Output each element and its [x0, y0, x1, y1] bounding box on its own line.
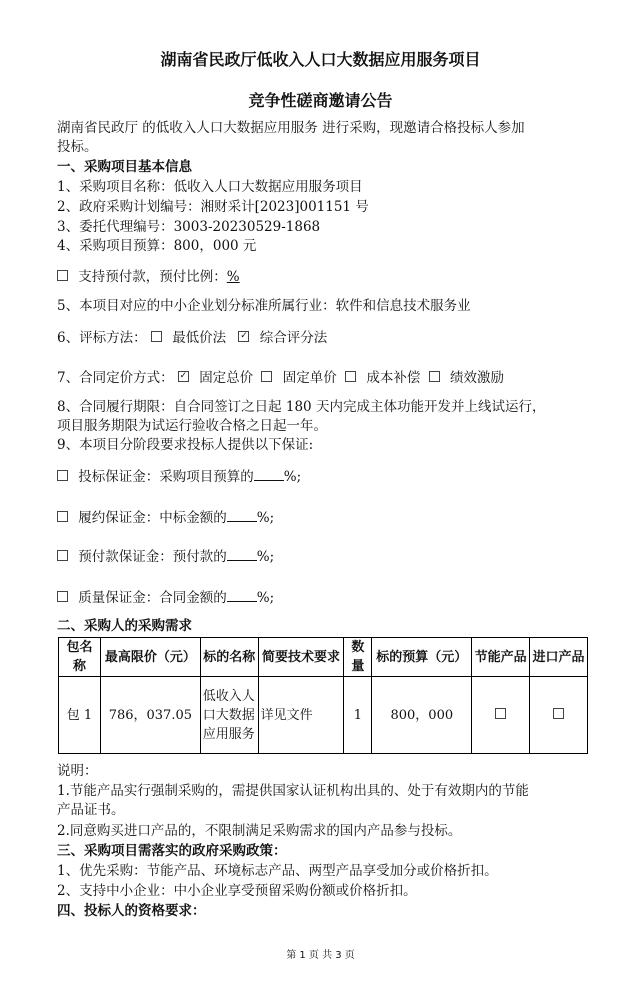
lowest-price-label: 最低价法 [172, 330, 227, 346]
item-plan-number: 2、政府采购计划编号：湘财采计[2023]001151 号 [57, 199, 369, 215]
performance-incentive-checkbox[interactable] [429, 371, 440, 382]
quality-bond-percent: %; [256, 590, 275, 606]
header-item-name: 标的名称 [200, 638, 258, 677]
quality-bond-blank[interactable] [227, 589, 257, 602]
item-contract-term-2: 项目服务期限为试运行验收合格之日起一年。 [57, 418, 327, 434]
performance-bond-checkbox[interactable] [57, 511, 68, 522]
advance-bond-checkbox[interactable] [57, 550, 68, 561]
header-max-price: 最高限价（元） [100, 638, 200, 677]
item-project-name: 1、采购项目名称：低收入人口大数据应用服务项目 [57, 179, 363, 195]
item-agency-number: 3、委托代理编号：3003-20230529-1868 [57, 219, 321, 235]
bid-bond-row [57, 468, 301, 487]
header-tech: 简要技术要求 [258, 638, 344, 677]
header-package: 包名称 [59, 638, 101, 677]
section-4-heading: 四、投标人的资格要求： [57, 903, 206, 919]
item-guarantees: 9、本项目分阶段要求投标人提供以下保证: [57, 437, 314, 453]
page-footer: 第 1 页 共 3 页 [286, 950, 355, 961]
advance-bond-label: 预付款保证金：预付款的 [78, 549, 227, 565]
energy-saving-checkbox[interactable] [495, 708, 506, 719]
header-qty: 数量 [344, 638, 372, 677]
cell-imported [530, 677, 588, 754]
note-1-line-2: 产品证书。 [57, 802, 125, 818]
advance-bond-percent: %; [256, 549, 275, 565]
intro-line-1: 湖南省民政厅 的低收入人口大数据应用服务 进行采购，现邀请合格投标人参加 [57, 120, 525, 136]
document-subtitle: 竞争性磋商邀请公告 [248, 91, 393, 110]
prepayment-ratio: % [226, 269, 240, 285]
section-1-heading: 一、采购项目基本信息 [57, 159, 192, 175]
bid-bond-blank[interactable] [254, 468, 284, 481]
policy-item-1: 1、优先采购：节能产品、环境标志产品、两型产品享受加分或价格折扣。 [57, 863, 498, 879]
cell-item-name: 低收入人口大数据应用服务 [200, 677, 258, 754]
performance-incentive-label: 绩效激励 [449, 370, 504, 386]
policy-item-2: 2、支持中小企业：中小企业享受预留采购份额或价格折扣。 [57, 883, 417, 899]
comprehensive-score-checkbox[interactable]: ✓ [240, 331, 248, 341]
item-budget: 4、采购项目预算：800，000 元 [57, 238, 257, 254]
item-industry: 5、本项目对应的中小企业划分标准所属行业：软件和信息技术服务业 [57, 298, 471, 314]
prepayment-label: 支持预付款，预付比例： [78, 269, 227, 285]
evaluation-method-label: 6、评标方法： [57, 330, 147, 346]
header-imported: 进口产品 [530, 638, 588, 677]
bid-bond-percent: %; [283, 469, 302, 485]
header-energy-saving: 节能产品 [472, 638, 530, 677]
performance-bond-percent: %; [256, 510, 275, 526]
imported-checkbox[interactable] [553, 708, 564, 719]
advance-bond-blank[interactable] [227, 548, 257, 561]
lowest-price-checkbox[interactable] [151, 331, 162, 342]
note-heading: 说明： [57, 763, 98, 779]
section-3-heading: 三、采购项目需落实的政府采购政策： [57, 843, 287, 859]
pricing-method-row [57, 369, 504, 388]
cell-package: 包 1 [59, 677, 101, 754]
advance-bond-row [57, 548, 274, 567]
performance-bond-label: 履约保证金：中标金额的 [78, 510, 227, 526]
cell-qty: 1 [344, 677, 372, 754]
table-header-row [59, 638, 588, 677]
prepayment-row [57, 268, 240, 287]
item-contract-term-1: 8、合同履行期限：自合同签订之日起 180 天内完成主体功能开发并上线试运行， [57, 399, 546, 415]
quality-bond-label: 质量保证金：合同金额的 [78, 590, 227, 606]
cell-budget: 800，000 [372, 677, 472, 754]
evaluation-method-row [57, 329, 327, 348]
table-row [59, 677, 588, 754]
requirements-table [58, 637, 588, 754]
cost-compensation-label: 成本补偿 [366, 370, 421, 386]
bid-bond-label: 投标保证金：采购项目预算的 [78, 469, 254, 485]
fixed-unit-checkbox[interactable] [261, 371, 272, 382]
bid-bond-checkbox[interactable] [57, 470, 68, 481]
comprehensive-score-label: 综合评分法 [259, 330, 328, 346]
cell-energy-saving [472, 677, 530, 754]
document-title: 湖南省民政厅低收入人口大数据应用服务项目 [160, 50, 481, 69]
prepayment-checkbox[interactable] [57, 270, 68, 281]
header-budget: 标的预算（元） [372, 638, 472, 677]
performance-bond-row [57, 509, 274, 528]
cost-compensation-checkbox[interactable] [345, 371, 356, 382]
note-1-line-1: 1.节能产品实行强制采购的，需提供国家认证机构出具的、处于有效期内的节能 [57, 783, 529, 799]
intro-line-2: 投标。 [57, 139, 98, 155]
pricing-method-label: 7、合同定价方式： [57, 370, 174, 386]
fixed-unit-label: 固定单价 [282, 370, 337, 386]
cell-max-price: 786，037.05 [100, 677, 200, 754]
cell-tech: 详见文件 [258, 677, 344, 754]
fixed-total-label: 固定总价 [199, 370, 254, 386]
note-2: 2.同意购买进口产品的，不限制满足采购需求的国内产品参与投标。 [57, 823, 462, 839]
quality-bond-row [57, 589, 274, 608]
fixed-total-checkbox[interactable]: ✓ [179, 371, 188, 381]
quality-bond-checkbox[interactable] [57, 591, 68, 602]
section-2-heading: 二、采购人的采购需求 [57, 618, 192, 634]
performance-bond-blank[interactable] [227, 509, 257, 522]
